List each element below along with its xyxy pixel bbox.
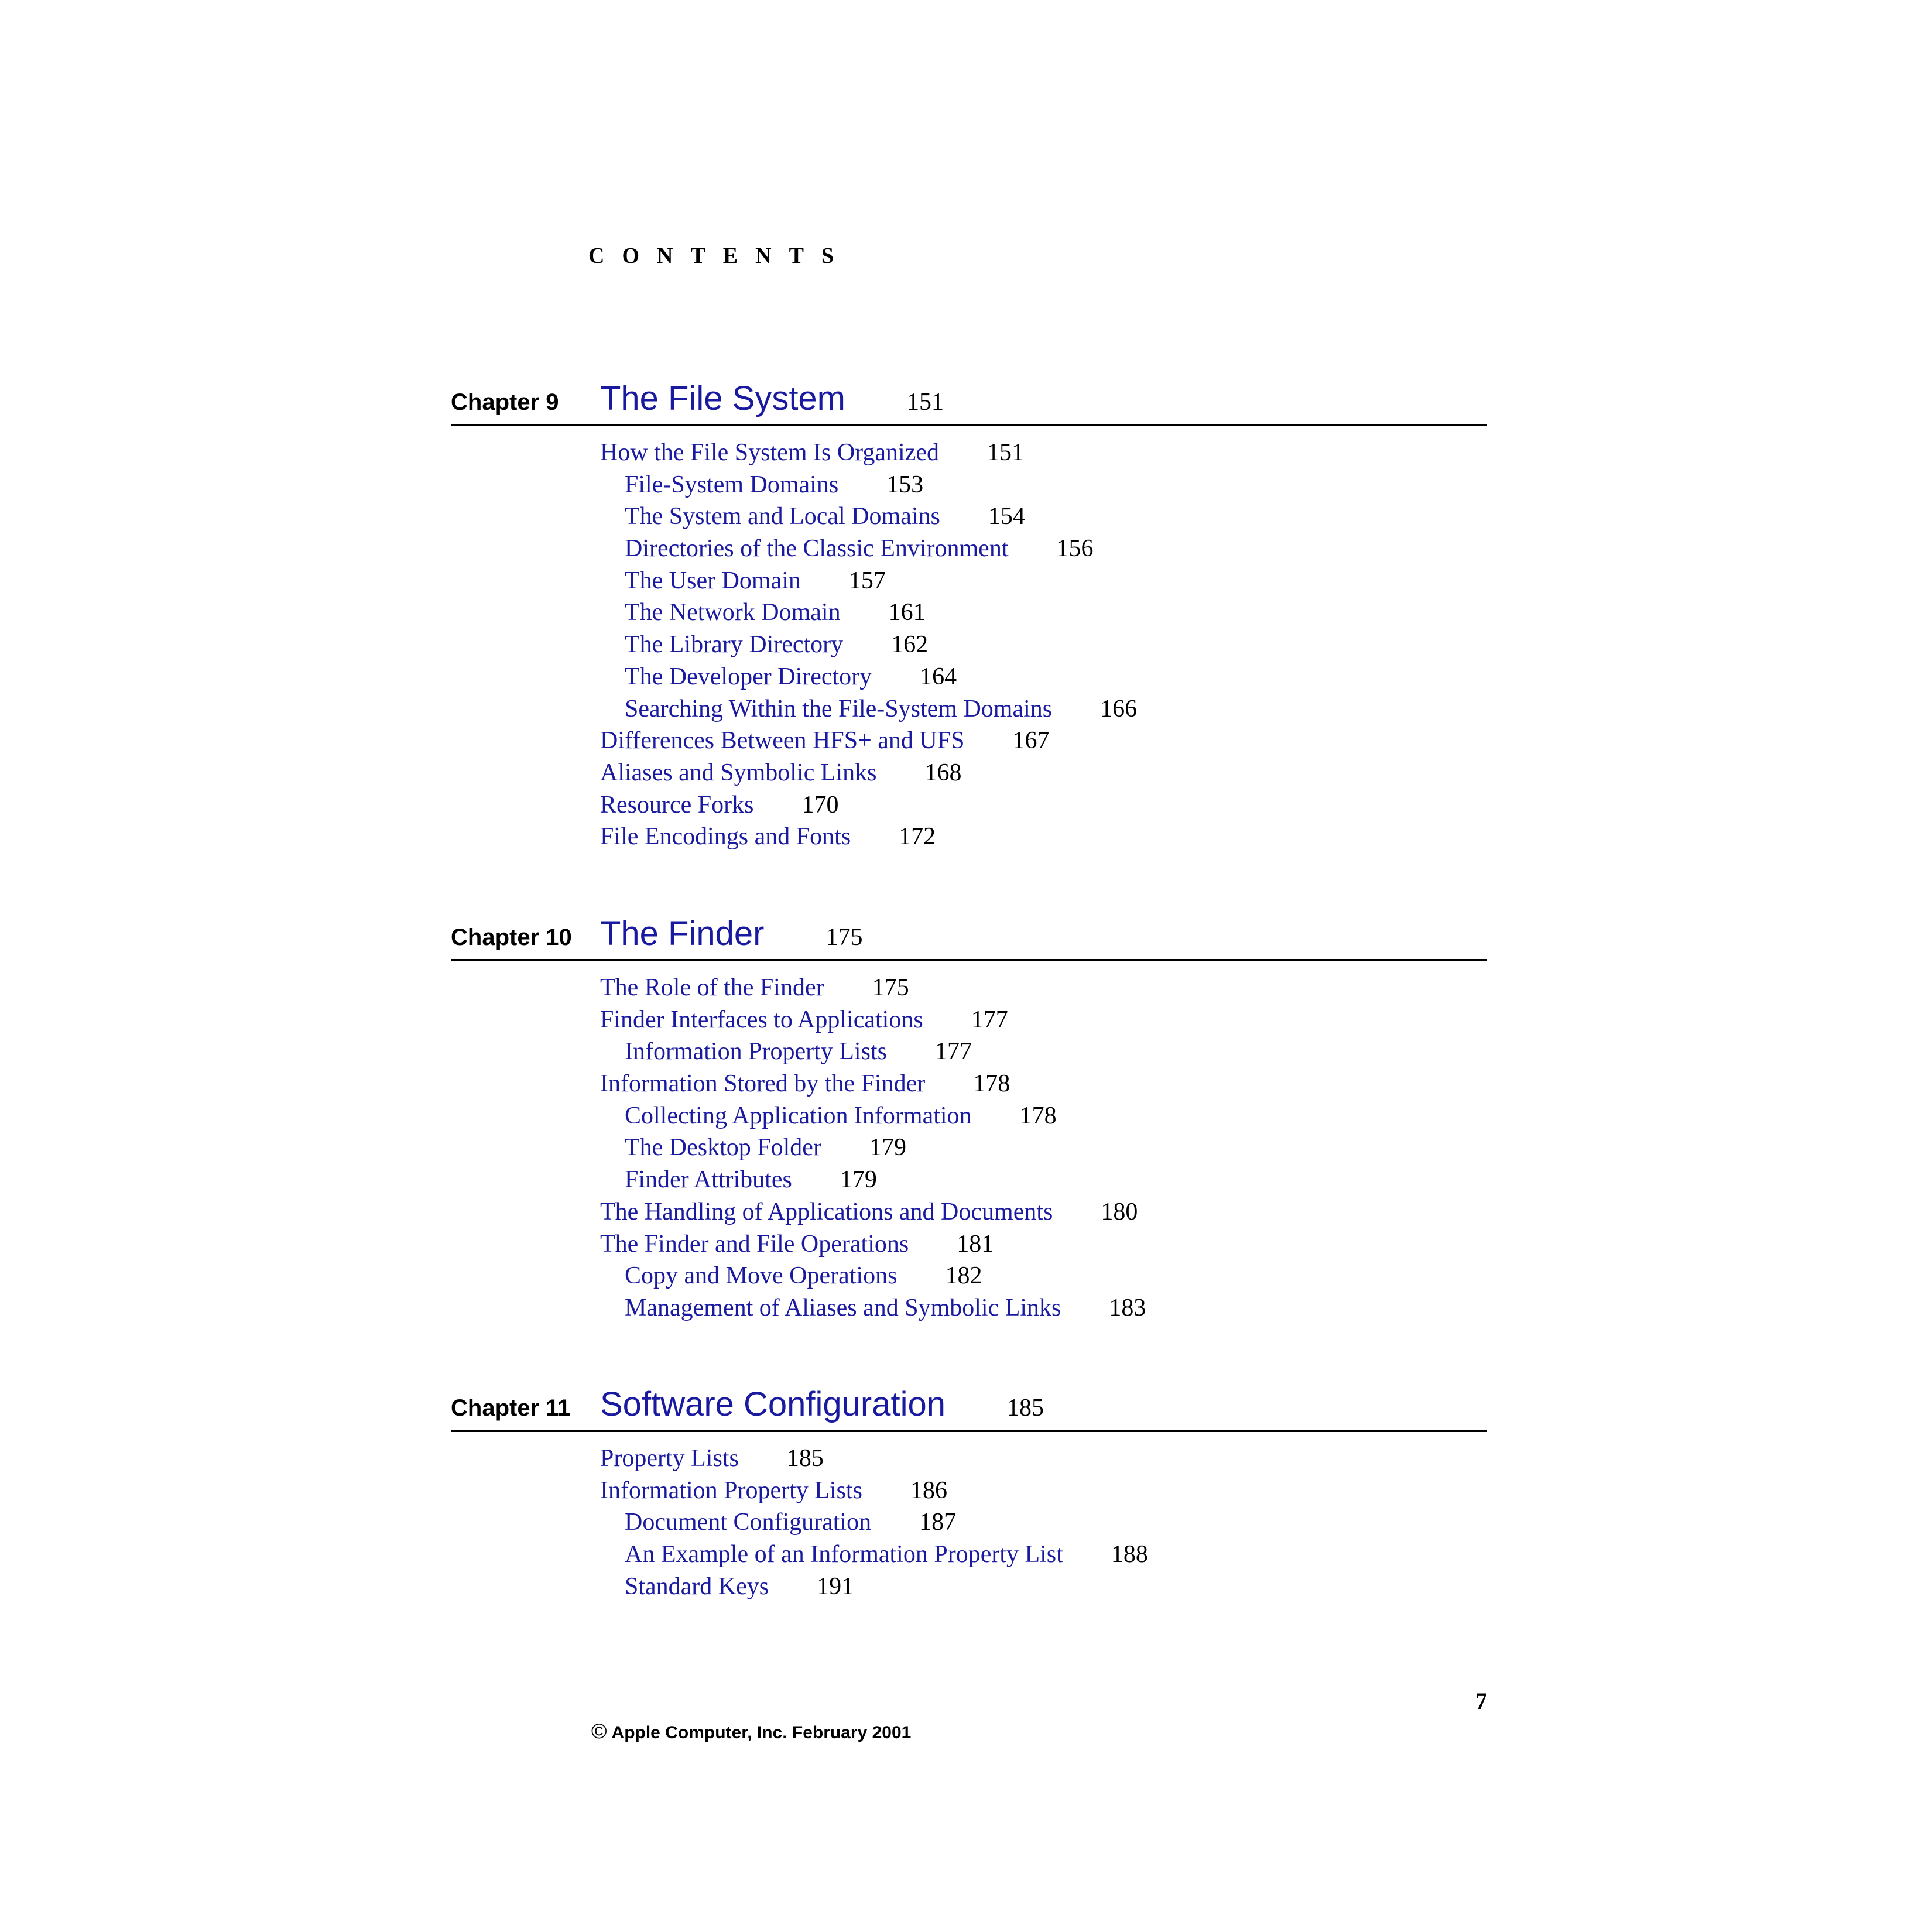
toc-entry-title: Differences Between HFS+ and UFS [600, 727, 965, 755]
toc-entry-title: Standard Keys [625, 1573, 769, 1600]
toc-entry-link[interactable] [600, 565, 1487, 597]
toc-entry-title: An Example of an Information Property List [625, 1541, 1063, 1568]
toc-entry-link[interactable] [600, 972, 1487, 1004]
toc-entry-link[interactable] [600, 1571, 1487, 1603]
toc-entry-page-number: 151 [986, 439, 1024, 466]
toc-entry-link[interactable] [600, 757, 1487, 789]
page-number: 7 [1475, 1688, 1487, 1714]
toc-entry-title: The Role of the Finder [600, 974, 824, 1001]
chapter-title-text: Software Configuration [600, 1385, 946, 1423]
toc-entry-title: The Library Directory [625, 631, 844, 659]
toc-entry-page-number: 180 [1101, 1198, 1138, 1225]
toc-list [451, 961, 1487, 1324]
toc-entry-page-number: 178 [973, 1070, 1010, 1098]
chapter-title-text: The Finder [600, 914, 765, 953]
chapter-title-link[interactable] [600, 1385, 1044, 1424]
toc-entry-title: Finder Interfaces to Applications [600, 1006, 923, 1033]
chapter-title-text: The File System [600, 379, 845, 417]
toc-entry-link[interactable] [600, 1539, 1487, 1571]
toc-entry-page-number: 181 [957, 1230, 994, 1258]
toc-entry-title: Information Stored by the Finder [600, 1070, 926, 1098]
toc-entry-page-number: 178 [1019, 1102, 1057, 1129]
toc-entry-link[interactable] [600, 1506, 1487, 1539]
chapter-section [451, 1381, 1487, 1602]
toc-entry-page-number: 179 [840, 1166, 877, 1194]
chapter-section [451, 910, 1487, 1324]
copyright-icon: © [591, 1719, 607, 1743]
toc-entry-link[interactable] [600, 1475, 1487, 1507]
chapter-header [451, 1381, 1487, 1432]
toc-entry-link[interactable] [600, 789, 1487, 821]
toc-entry-link[interactable] [600, 629, 1487, 661]
chapter-title-link[interactable] [600, 914, 862, 953]
toc-entry-page-number: 157 [848, 567, 886, 594]
toc-entry-title: Document Configuration [625, 1509, 872, 1536]
toc-entry-title: File Encodings and Fonts [600, 823, 851, 851]
toc-entry-title: The Finder and File Operations [600, 1230, 909, 1258]
toc-entry-title: Information Property Lists [625, 1038, 887, 1066]
toc-entry-link[interactable] [600, 725, 1487, 757]
toc-entry-title: Property Lists [600, 1445, 739, 1472]
toc-entry-link[interactable] [600, 1004, 1487, 1036]
toc-entry-title: The System and Local Domains [625, 503, 940, 530]
toc-entry-title: The Network Domain [625, 599, 841, 626]
toc-entry-page-number: 162 [891, 631, 929, 659]
toc-entry-page-number: 183 [1109, 1294, 1146, 1321]
toc-entry-title: Searching Within the File-System Domains [625, 695, 1053, 722]
toc-entry-title: The User Domain [625, 567, 801, 594]
toc-entry-page-number: 177 [934, 1038, 972, 1066]
toc-entry-link[interactable] [600, 1132, 1487, 1164]
toc-entry-page-number: 175 [872, 974, 909, 1001]
toc-entry-title: How the File System Is Organized [600, 439, 939, 466]
toc-entry-title: Information Property Lists [600, 1477, 862, 1504]
toc-entry-page-number: 179 [869, 1134, 906, 1162]
chapter-page-number: 151 [907, 389, 944, 416]
toc-entry-link[interactable] [600, 1260, 1487, 1292]
chapter-header [451, 375, 1487, 426]
toc-entry-link[interactable] [600, 1164, 1487, 1196]
toc-entry-title: Aliases and Symbolic Links [600, 759, 877, 786]
toc-entry-page-number: 166 [1100, 695, 1138, 722]
toc-entry-title: Finder Attributes [625, 1166, 792, 1194]
toc-entry-link[interactable] [600, 821, 1487, 853]
copyright-text: Apple Computer, Inc. February 2001 [611, 1723, 912, 1742]
toc-entry-link[interactable] [600, 1292, 1487, 1324]
chapter-label: Chapter 11 [451, 1395, 571, 1421]
toc-entry-title: File-System Domains [625, 471, 839, 498]
toc-entry-page-number: 168 [924, 759, 962, 786]
contents-heading: CONTENTS [588, 244, 852, 268]
toc-entry-page-number: 170 [801, 791, 839, 818]
toc-entry-page-number: 188 [1111, 1541, 1148, 1568]
toc-entry-link[interactable] [600, 437, 1487, 469]
chapter-label: Chapter 10 [451, 924, 572, 950]
toc-entry-page-number: 182 [945, 1262, 982, 1290]
toc-entry-link[interactable] [600, 693, 1487, 725]
toc-entry-title: Copy and Move Operations [625, 1262, 898, 1290]
toc-entry-title: The Desktop Folder [625, 1134, 821, 1162]
toc-entry-page-number: 187 [919, 1509, 957, 1536]
copyright-footer [591, 1719, 911, 1743]
toc-entry-link[interactable] [600, 1443, 1487, 1475]
toc-entry-page-number: 153 [886, 471, 924, 498]
chapter-label: Chapter 9 [451, 389, 559, 415]
chapter-header [451, 910, 1487, 961]
toc-list [451, 1432, 1487, 1602]
chapter-title-link[interactable] [600, 379, 944, 418]
toc-entry-page-number: 172 [899, 823, 936, 851]
toc-entry-page-number: 167 [1012, 727, 1050, 755]
toc-list [451, 426, 1487, 853]
toc-entry-link[interactable] [600, 1036, 1487, 1068]
toc-entry-page-number: 185 [786, 1445, 824, 1472]
chapter-page-number: 175 [825, 924, 863, 951]
toc-entry-title: Directories of the Classic Environment [625, 535, 1009, 563]
toc-entry-link[interactable] [600, 1068, 1487, 1100]
toc-entry-link[interactable] [600, 501, 1487, 533]
toc-entry-page-number: 161 [888, 599, 926, 626]
toc-entry-link[interactable] [600, 469, 1487, 501]
toc-entry-title: Resource Forks [600, 791, 754, 818]
chapter-page-number: 185 [1007, 1395, 1044, 1421]
toc-entry-link[interactable] [600, 661, 1487, 693]
toc-entry-title: Management of Aliases and Symbolic Links [625, 1294, 1061, 1321]
toc-entry-link[interactable] [600, 1196, 1487, 1228]
toc-entry-link[interactable] [600, 1100, 1487, 1132]
toc-entry-page-number: 191 [817, 1573, 854, 1600]
toc-entry-link[interactable] [600, 597, 1487, 629]
toc-entry-link[interactable] [600, 1228, 1487, 1260]
toc-entry-page-number: 154 [988, 503, 1025, 530]
toc-entry-title: The Developer Directory [625, 663, 872, 690]
toc-entry-page-number: 177 [971, 1006, 1008, 1033]
toc-entry-title: Collecting Application Information [625, 1102, 972, 1129]
toc-entry-link[interactable] [600, 533, 1487, 565]
toc-entry-page-number: 156 [1056, 535, 1094, 563]
toc-entry-page-number: 186 [910, 1477, 947, 1504]
toc-entry-page-number: 164 [920, 663, 957, 690]
chapter-section [451, 375, 1487, 853]
toc-entry-title: The Handling of Applications and Documents [600, 1198, 1053, 1225]
